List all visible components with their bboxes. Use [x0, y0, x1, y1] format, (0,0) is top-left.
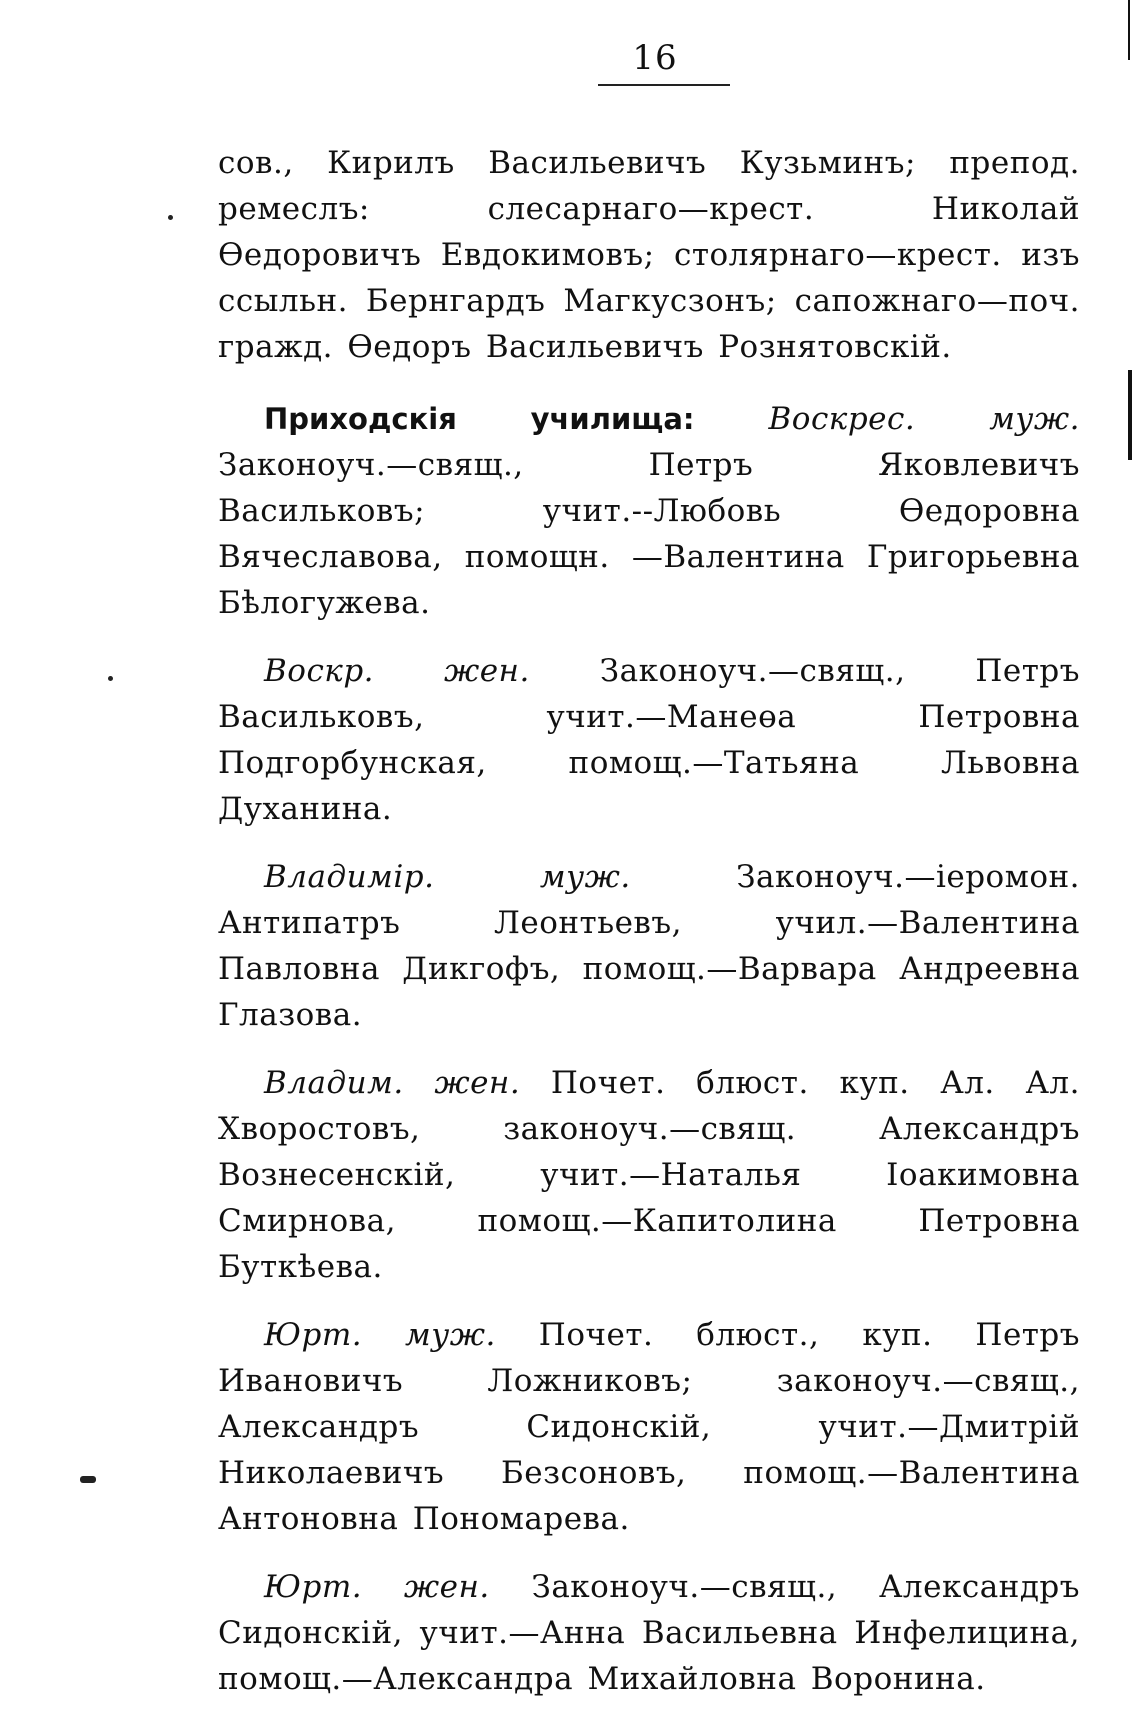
paragraph-text: Законоуч.—свящ., Петръ Яковлевичъ Васильковъ; учит.--Любовь Өедоровна Вячеславова, помощн. —Валентина Григорьевна Бѣлогужева.	[218, 447, 1080, 621]
paragraph-text: Почет. блюст., куп. Петръ Ивановичъ Ложниковъ; законоуч.—свящ., Александръ Сидонскій, учит.—Дмитрій Николаевичъ Безсоновъ, помощ.—Валентина Антоновна Пономарева.	[218, 1317, 1081, 1537]
paragraph-school-entry	[218, 1312, 1080, 1542]
scan-speck	[80, 1476, 96, 1483]
paragraph-school-entry	[218, 1564, 1080, 1702]
binding-edge-mark	[1128, 0, 1130, 60]
section-heading: Приходскія училища:	[264, 402, 695, 436]
school-name: Владимір. муж.	[264, 859, 631, 895]
scan-speck	[168, 215, 173, 220]
paragraph-school-entry	[218, 648, 1080, 832]
scan-speck	[108, 676, 113, 681]
school-name: Юрт. жен.	[264, 1569, 490, 1605]
paragraph-text: Законоуч.—свящ., Петръ Васильковъ, учит.—Манеөа Петровна Подгорбунская, помощ.—Татьяна Львовна Духанина.	[218, 653, 1080, 827]
paragraph-text: Законоуч.—іеромон. Антипатръ Леонтьевъ, учил.—Валентина Павловна Дикгофъ, помощ.—Варвара Андреевна Глазова.	[218, 859, 1081, 1033]
paragraph-text: сов., Кирилъ Васильевичъ Кузьминъ; препод. ремеслъ: слесарнаго—крест. Николай Өедоровичъ Евдокимовъ; столярнаго—крест. изъ ссыльн. Бернгардъ Магкусзонъ; сапожнаго—поч. гражд. Өедоръ Васильевичъ Рознятовскій.	[218, 145, 1080, 365]
paragraph-text: Законоуч.—свящ., Александръ Сидонскій, учит.—Анна Васильевна Инфелицина, помощ.—Александра Михайловна Воронина.	[218, 1569, 1080, 1697]
paragraph-continuation	[218, 140, 1080, 370]
paragraph-school-entry	[218, 854, 1080, 1038]
page-number: 16	[632, 38, 678, 78]
school-name: Владим. жен.	[264, 1065, 521, 1101]
paragraph-school-entry	[218, 1060, 1080, 1290]
school-name: Воскр. жен.	[264, 653, 530, 689]
paragraph-text: Почет. блюст. куп. Ал. Ал. Хворостовъ, законоуч.—свящ. Александръ Вознесенскій, учит.—Наталья Іоакимовна Смирнова, помощ.—Капитолина Петровна Буткѣева.	[218, 1065, 1080, 1285]
school-name: Воскрес. муж.	[768, 401, 1080, 437]
page-number-rule	[598, 84, 730, 86]
school-name: Юрт. муж.	[264, 1317, 496, 1353]
paragraph-parish-schools	[218, 396, 1080, 626]
binding-edge-mark	[1128, 370, 1132, 460]
body-text	[218, 140, 1080, 1724]
